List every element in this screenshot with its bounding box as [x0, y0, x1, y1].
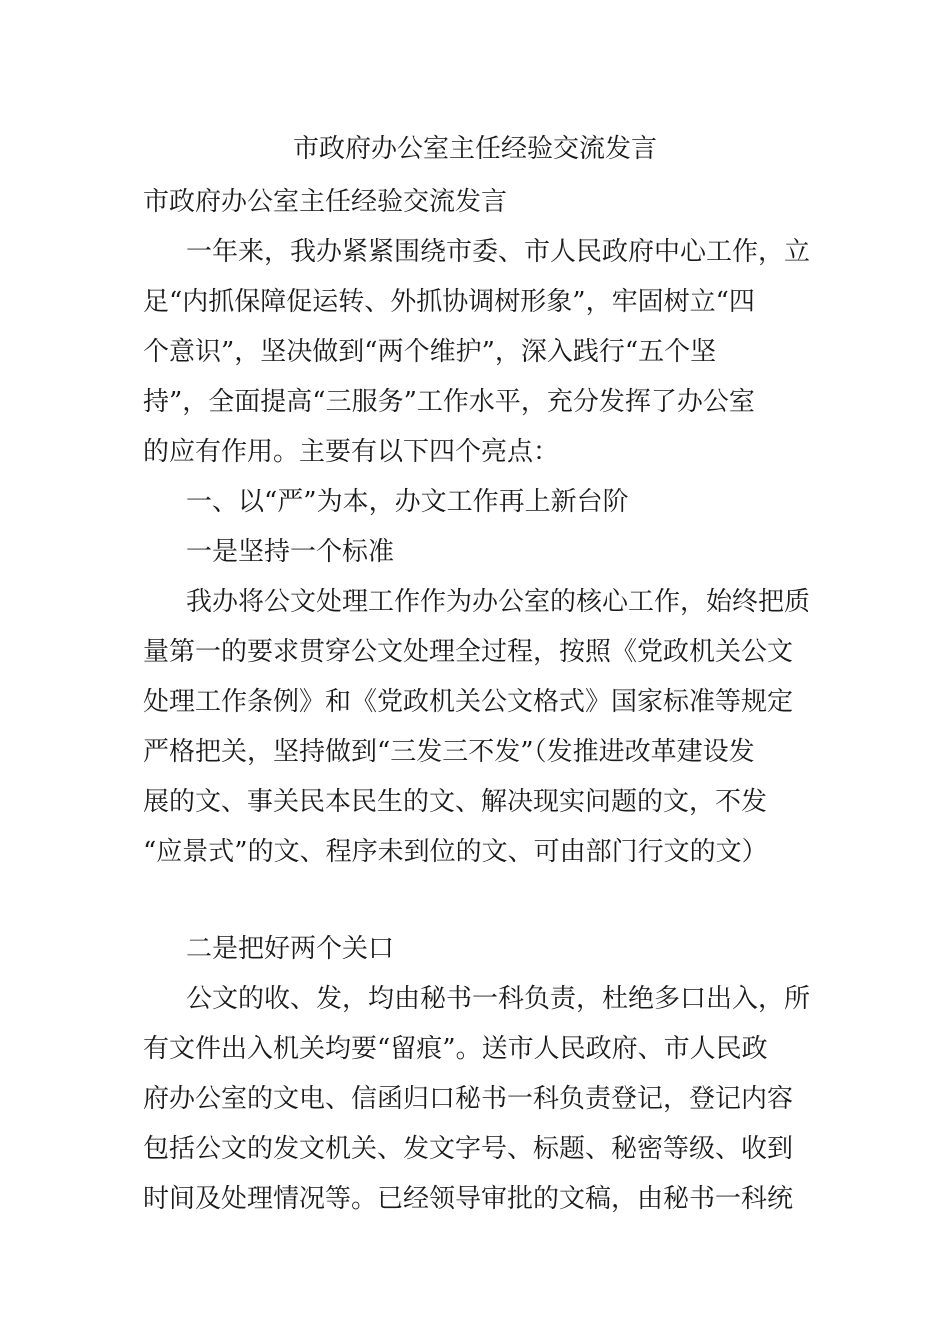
section-heading-1: 一、以“严”为本，办文工作再上新台阶: [186, 487, 629, 517]
text-line-11: 展的文、事关民本民生的文、解决现实问题的文，不发: [143, 787, 768, 817]
text-line-13: 公文的收、发，均由秘书一科负责，杜绝多口出入，所: [186, 984, 811, 1014]
text-line-2: 一年来，我办紧紧围绕市委、市人民政府中心工作，立: [186, 237, 811, 267]
document-title: 市政府办公室主任经验交流发言: [292, 134, 657, 164]
subheading-2: 二是把好两个关口: [186, 934, 395, 964]
text-line-5: 持”，全面提高“三服务”工作水平，充分发挥了办公室: [143, 387, 755, 417]
text-line-16: 包括公文的发文机关、发文字号、标题、秘密等级、收到: [143, 1134, 794, 1164]
text-line-12: “应景式”的文、程序未到位的文、可由部门行文的文）: [143, 837, 768, 867]
text-line-3: 足“内抓保障促运转、外抓协调树形象”，牢固树立“四: [143, 287, 755, 317]
subheading-1: 一是坚持一个标准: [186, 537, 395, 567]
text-line-9: 处理工作条例》和《党政机关公文格式》国家标准等规定: [143, 687, 794, 717]
text-line-15: 府办公室的文电、信函归口秘书一科负责登记，登记内容: [143, 1084, 794, 1114]
text-line-14: 有文件出入机关均要“留痕”。送市人民政府、市人民政: [143, 1034, 768, 1064]
text-line-8: 量第一的要求贯穿公文处理全过程，按照《党政机关公文: [143, 637, 794, 667]
text-line-6: 的应有作用。主要有以下四个亮点：: [143, 437, 560, 467]
text-line-4: 个意识”，坚决做到“两个维护”，深入践行“五个坚: [143, 337, 717, 367]
text-line-7: 我办将公文处理工作作为办公室的核心工作，始终把质: [186, 587, 811, 617]
text-line-1: 市政府办公室主任经验交流发言: [143, 187, 508, 217]
text-line-17: 时间及处理情况等。已经领导审批的文稿，由秘书一科统: [143, 1184, 794, 1214]
text-line-10: 严格把关，坚持做到“三发三不发”（发推进改革建设发: [143, 737, 755, 767]
